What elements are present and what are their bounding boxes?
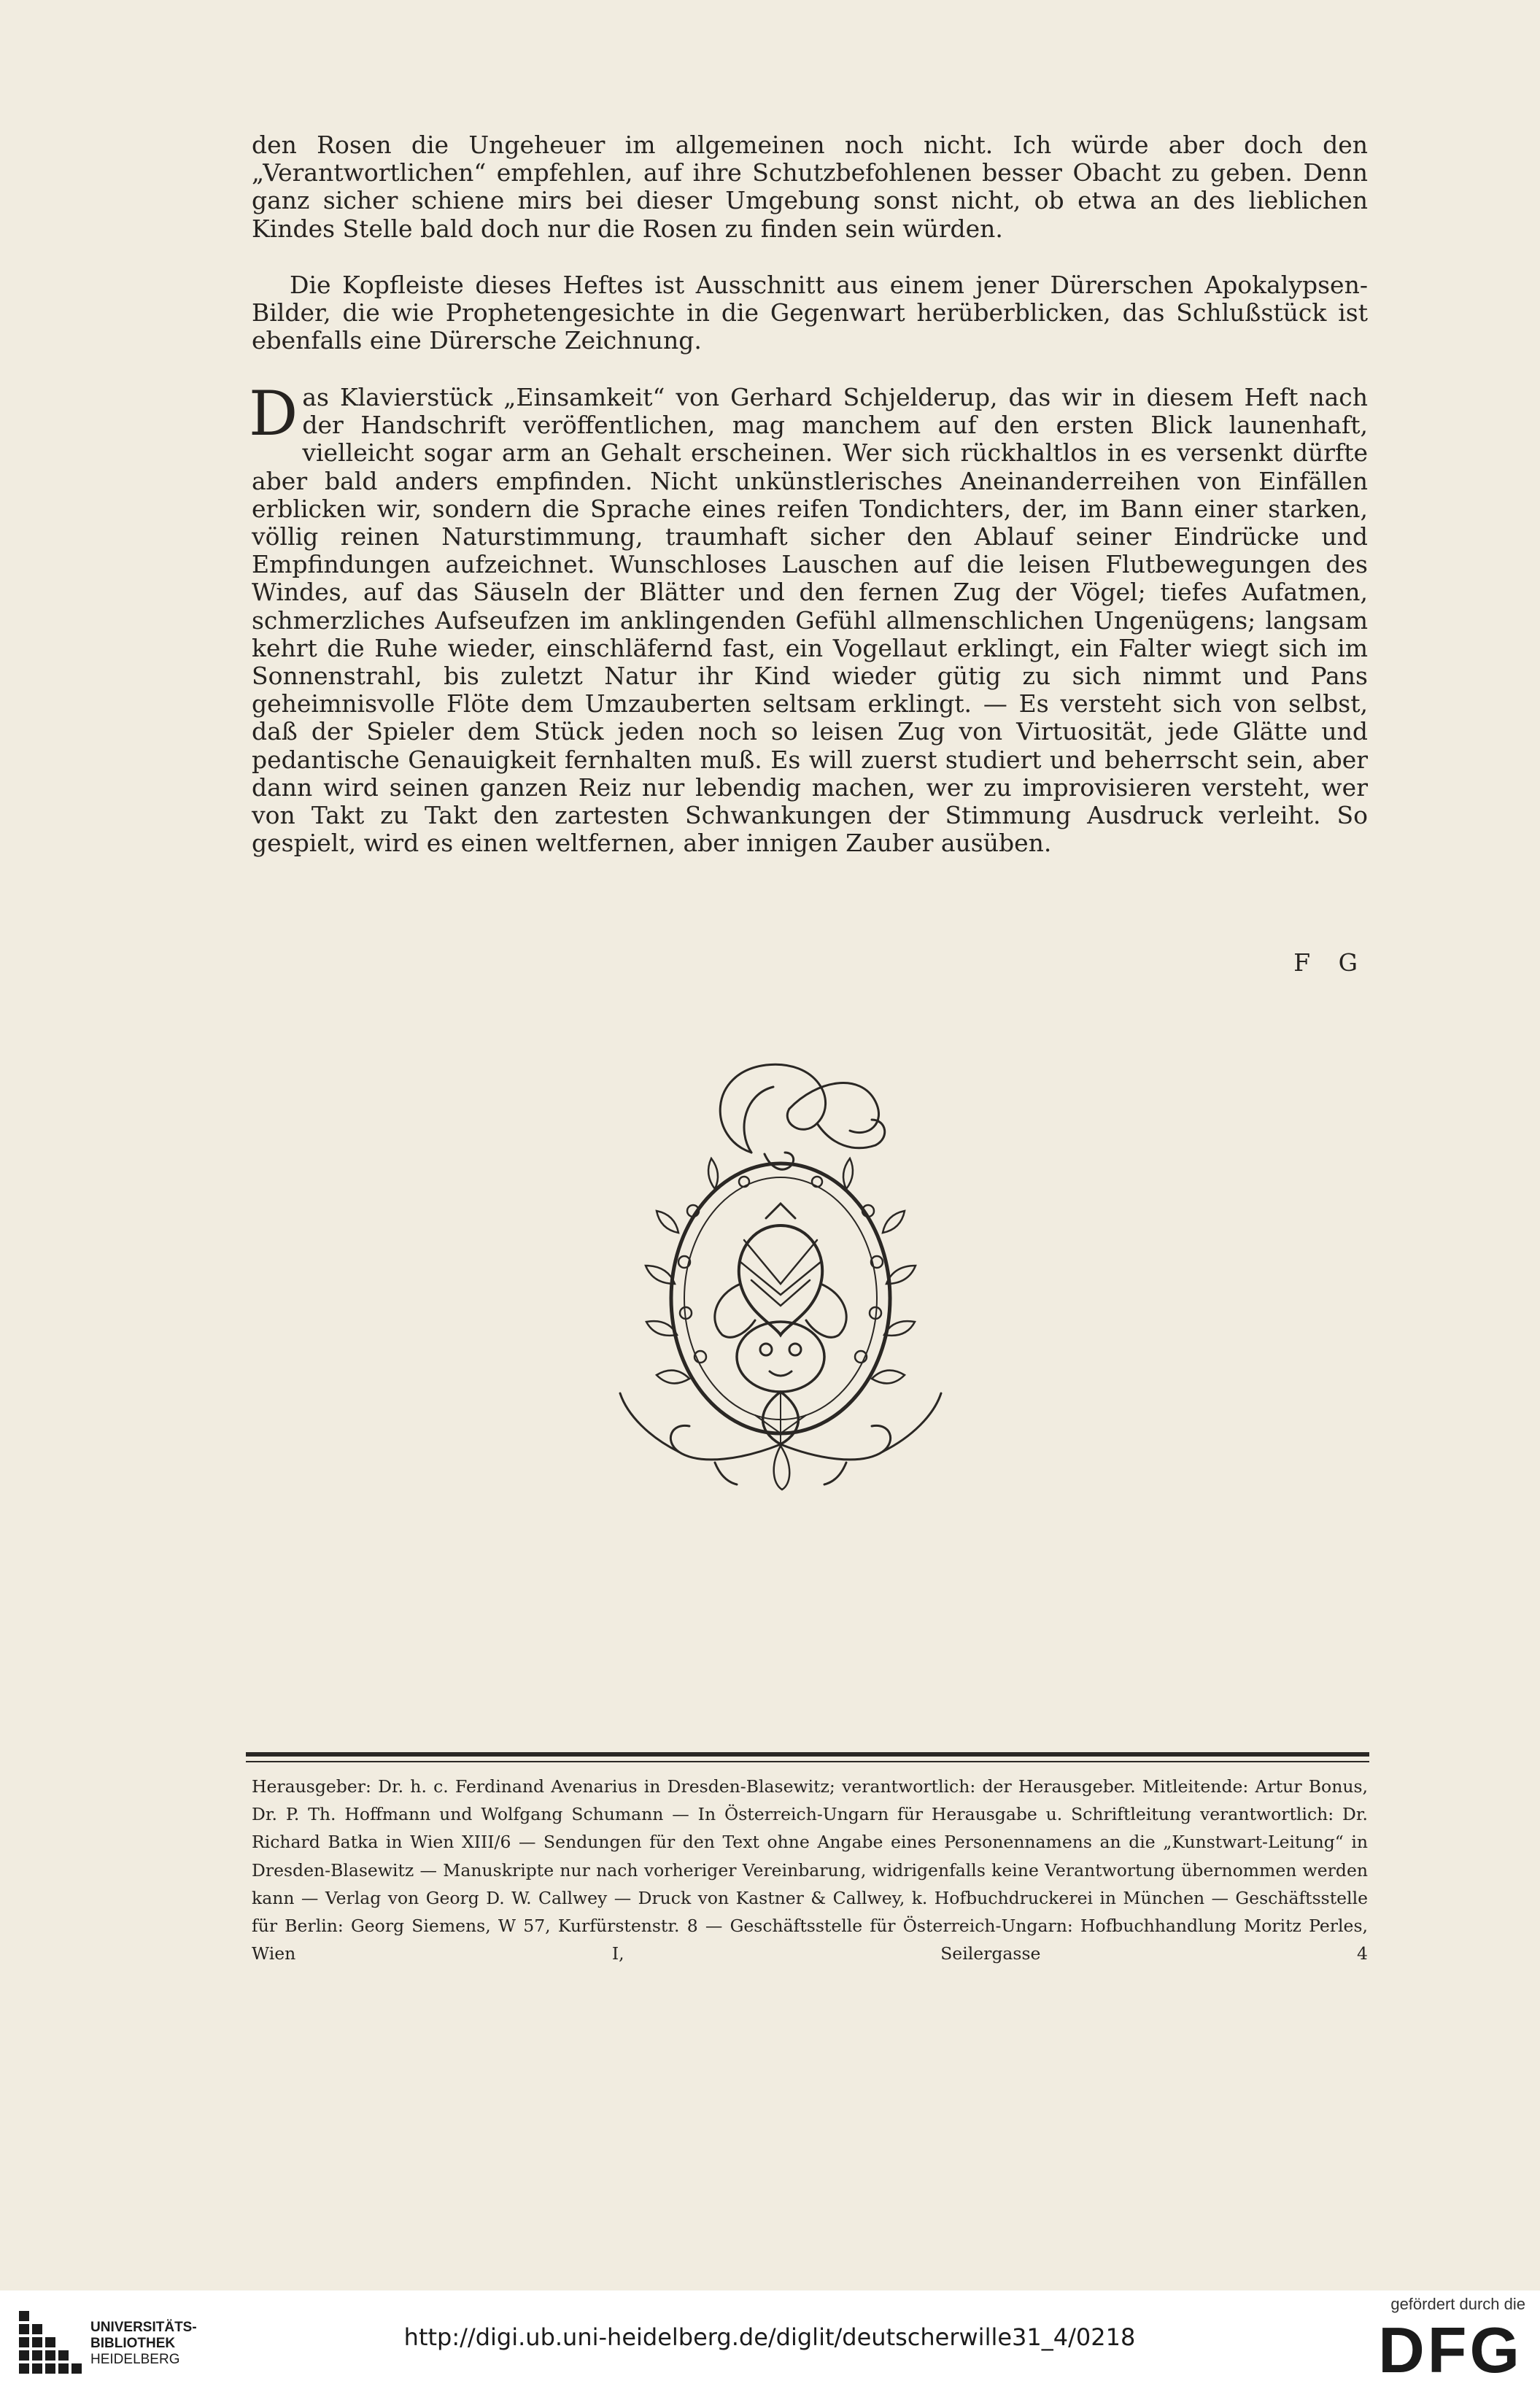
floral-vignette-illustration [598, 1043, 963, 1510]
article-paragraph-1: den Rosen die Ungeheuer im allgemeinen noch nicht. Ich würde aber doch den „Verantwortlichen“ empfehlen, auf ihre Schutzbefohlenen besser Obacht zu geben. Denn ganz sicher schiene mirs bei dieser Umgebung sonst nicht, ob etwa an des lieblichen Kindes Stelle bald doch nur die Rosen zu finden sein würden. [252, 131, 1368, 243]
article-paragraph-2: Die Kopfleiste dieses Heftes ist Ausschnitt aus einem jener Dürerschen Apokalypsen-Bilder, die wie Prophetengesichte in die Gegenwart herüberblicken, das Schlußstück ist ebenfalls eine Dürersche Zeichnung. [252, 271, 1368, 355]
drop-cap: D [249, 378, 298, 449]
funding-caption: gefördert durch die [1390, 2295, 1525, 2313]
imprint-rule-thin [246, 1761, 1369, 1762]
article-paragraph-3-text: as Klavierstück „Einsamkeit“ von Gerhard Schjelderup, das wir in diesem Heft nach der Handschrift veröffentlichen, mag manchem auf den ersten Blick launenhaft, vielleicht sogar arm an Gehalt erscheinen. Wer sich rückhaltlos in es versenkt dürfte aber bald anders empfinden. Nicht unkünstlerisches Aneinanderreihen von Einfällen erblicken wir, sondern die Sprache eines reifen Tondichters, der, im Bann einer starken, völlig reinen Naturstimmung, traumhaft sicher den Ablauf seiner Eindrücke und Empfindungen aufzeichnet. Wunschloses Lauschen auf die leisen Flutbewegungen des Windes, auf das Säuseln der Blätter und den fernen Zug der Vögel; tiefes Aufatmen, schmerzliches Aufseufzen im anklingenden Gefühl allmenschlichen Ungenügens; langsam kehrt die Ruhe wieder, einschläfernd fast, ein Vogellaut erklingt, ein Falter wiegt sich im Sonnenstrahl, bis zuletzt Natur ihr Kind wieder gütig zu sich nimmt und Pans geheimnisvolle Flöte dem Umzauberten seltsam erklingt. — Es versteht sich von selbst, daß der Spieler dem Stück jeden noch so leisen Zug von Virtuosität, jede Glätte und pedantische Genauigkeit fernhalten muß. Es will zuerst studiert und beherrscht sein, aber dann wird seinen ganzen Reiz nur lebendig machen, wer zu improvisieren versteht, wer von Takt zu Takt den zartesten Schwankungen der Stimmung Ausdruck verleiht. So gespielt, wird es einen weltfernen, aber innigen Zauber ausüben. [252, 383, 1368, 858]
permalink-url[interactable]: http://digi.ub.uni-heidelberg.de/diglit/deutscherwille31_4/0218 [403, 2323, 1136, 2351]
university-library-logo-icon [13, 2305, 85, 2377]
imprint-rule-thick [246, 1752, 1369, 1757]
library-name-line-2: BIBLIOTHEK [90, 2336, 176, 2351]
digitization-footer [0, 2290, 1540, 2397]
library-name-line-1: UNIVERSITÄTS- [90, 2320, 197, 2335]
author-signature: F G [1293, 948, 1368, 977]
library-name-line-3: HEIDELBERG [90, 2352, 180, 2367]
dfg-logo: DFG [1378, 2314, 1522, 2386]
publisher-imprint: Herausgeber: Dr. h. c. Ferdinand Avenarius in Dresden-Blasewitz; verantwortlich: der Herausgeber. Mitleitende: Artur Bonus, Dr. P. Th. Hoffmann und Wolfgang Schumann — In Österreich-Ungarn für Herausgabe u. Schriftleitung verantwortlich: Dr. Richard Batka in Wien XIII/6 — Sendungen für den Text ohne Angabe eines Personennamens an die „Kunstwart-Leitung“ in Dresden-Blasewitz — Manuskripte nur nach vorheriger Vereinbarung, widrigenfalls keine Verantwortung übernommen werden kann — Verlag von Georg D. W. Callwey — Druck von Kastner & Callwey, k. Hofbuchdruckerei in München — Geschäftsstelle für Berlin: Georg Siemens, W 57, Kurfürstenstr. 8 — Geschäftsstelle für Österreich-Ungarn: Hofbuchhandlung Moritz Perles, Wien I, Seilergasse 4 [252, 1776, 1368, 1964]
article-paragraph-3 [249, 378, 1368, 858]
